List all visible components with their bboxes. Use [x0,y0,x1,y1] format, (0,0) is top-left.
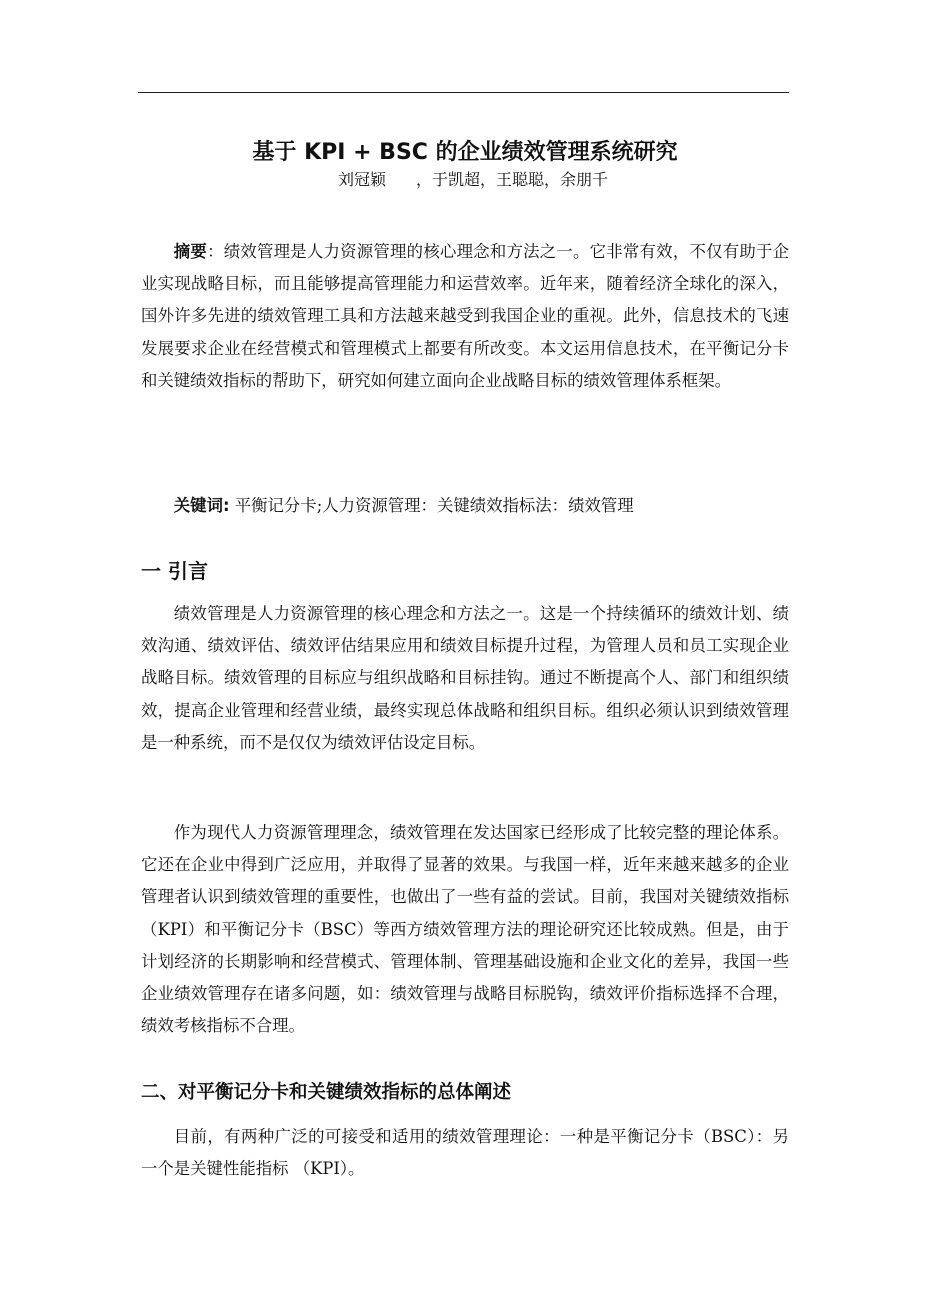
header-rule [138,92,789,93]
keywords-label: 关键词: [173,496,230,515]
keywords [141,490,789,522]
author-first: 刘冠颖 [337,170,386,189]
paper-title: 基于 KPI + BSC 的企业绩效管理系统研究 [252,139,678,165]
section-heading-intro: 一 引言 [141,559,208,583]
keywords-text: 平衡记分卡;人力资源管理：关键绩效指标法：绩效管理 [229,496,634,515]
abstract-label: 摘要 [173,242,208,261]
author-rest: ，于凯超，王聪聪，余朋千 [416,170,609,189]
paragraph: 作为现代人力资源管理理念，绩效管理在发达国家已经形成了比较完整的理论体系。它还在企业中得到广泛应用，并取得了显著的效果。与我国一样，近年来越来越多的企业管理者认识到绩效管理的重要性，也做出了一些有益的尝试。目前，我国对关键绩效指标（KPI）和平衡记分卡（BSC）等西方绩效管理方法的理论研究还比较成熟。但是，由于计划经济的长期影响和经营模式、管理体制、管理基础设施和企业文化的差异，我国一些企业绩效管理存在诸多问题，如：绩效管理与战略目标脱钩，绩效评价指标选择不合理，绩效考核指标不合理。 [141,823,789,1036]
paragraph: 绩效管理是人力资源管理的核心理念和方法之一。这是一个持续循环的绩效计划、绩效沟通、绩效评估、绩效评估结果应用和绩效目标提升过程，为管理人员和员工实现企业战略目标。绩效管理的目标应与组织战略和目标挂钩。通过不断提高个人、部门和组织绩效，提高企业管理和经营业绩，最终实现总体战略和组织目标。组织必须认识到绩效管理是一种系统，而不是仅仅为绩效评估设定目标。 [141,604,789,752]
paragraph: 目前，有两种广泛的可接受和适用的绩效管理理论：一种是平衡记分卡（BSC）：另一个是关键性能指标 （KPI）。 [141,1127,789,1179]
section-heading-overview: 二、对平衡记分卡和关键绩效指标的总体阐述 [141,1082,512,1103]
author-line [141,167,789,193]
abstract [141,236,789,397]
abstract-text: ：绩效管理是人力资源管理的核心理念和方法之一。它非常有效，不仅有助于企业实现战略目标，而且能够提高管理能力和运营效率。近年来，随着经济全球化的深入，国外许多先进的绩效管理工具和方法越来越受到我国企业的重视。此外，信息技术的飞速发展要求企业在经营模式和管理模式上都要有所改变。本文运用信息技术，在平衡记分卡和关键绩效指标的帮助下，研究如何建立面向企业战略目标的绩效管理体系框架。 [141,242,790,390]
